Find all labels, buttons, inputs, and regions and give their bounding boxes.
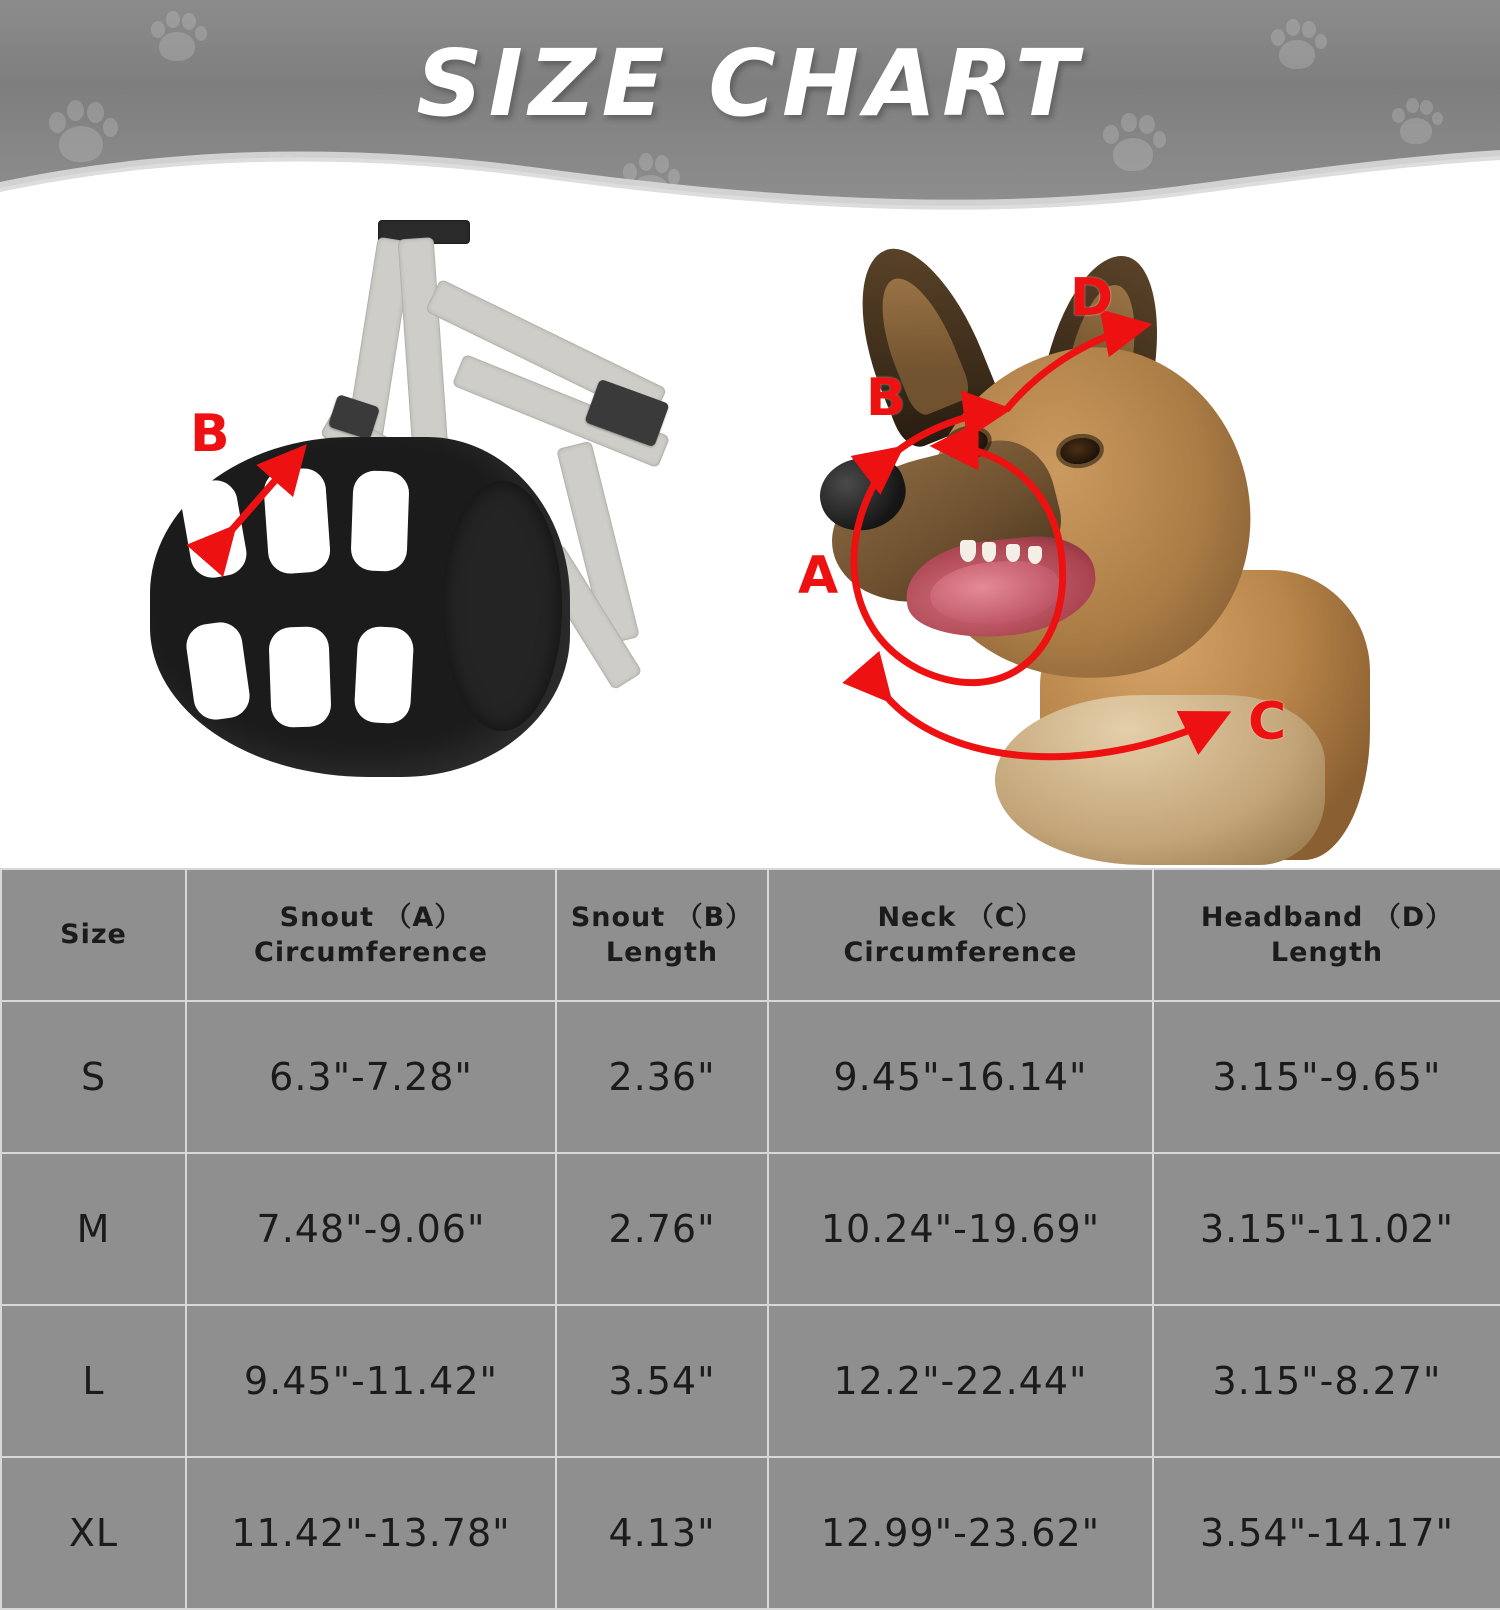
marker-d-dog: D	[1070, 268, 1114, 328]
cell-snout-length: 4.13"	[556, 1457, 768, 1609]
marker-a-dog: A	[798, 546, 839, 606]
marker-b-product: B	[190, 404, 230, 464]
column-header-line2: Length	[605, 937, 719, 968]
dog-photo	[810, 240, 1370, 840]
marker-c-dog: C	[1248, 692, 1287, 752]
cell-headband-length: 3.15"-9.65"	[1153, 1001, 1500, 1153]
page-title: SIZE CHART	[416, 30, 1084, 137]
column-header-snout-length	[556, 869, 768, 1001]
header-wave-divider	[0, 142, 1500, 212]
header-banner	[0, 0, 1500, 212]
muzzle-basket	[150, 437, 570, 777]
column-header-line2: Length	[1270, 937, 1384, 968]
cell-headband-length: 3.15"-8.27"	[1153, 1305, 1500, 1457]
table-row	[1, 1001, 1500, 1153]
column-header-headband-length	[1153, 869, 1500, 1001]
cell-snout-circumference: 7.48"-9.06"	[186, 1153, 556, 1305]
cell-snout-length: 3.54"	[556, 1305, 768, 1457]
marker-b-dog: B	[866, 368, 906, 428]
column-header-line1: Size	[60, 919, 127, 951]
column-header-line2: Circumference	[843, 937, 1078, 968]
cell-snout-circumference: 6.3"-7.28"	[186, 1001, 556, 1153]
cell-snout-length: 2.36"	[556, 1001, 768, 1153]
column-header-neck-circumference	[768, 869, 1153, 1001]
cell-size: M	[1, 1153, 186, 1305]
product-illustration	[120, 212, 740, 832]
column-header-line1: Snout （B）	[570, 901, 754, 933]
column-header-line2: Circumference	[254, 937, 488, 968]
cell-neck-circumference: 10.24"-19.69"	[768, 1153, 1153, 1305]
dog-illustration	[770, 230, 1410, 850]
cell-headband-length: 3.54"-14.17"	[1153, 1457, 1500, 1609]
cell-snout-length: 2.76"	[556, 1153, 768, 1305]
table-row	[1, 1457, 1500, 1609]
cell-size: XL	[1, 1457, 186, 1609]
table-row	[1, 1305, 1500, 1457]
cell-neck-circumference: 12.99"-23.62"	[768, 1457, 1153, 1609]
illustration-panel	[0, 212, 1500, 867]
size-chart-table-wrapper	[0, 868, 1500, 1610]
cell-size: L	[1, 1305, 186, 1457]
table-header-row	[1, 869, 1500, 1001]
column-header-line1: Neck （C）	[877, 901, 1044, 933]
column-header-line1: Headband （D）	[1200, 901, 1454, 933]
column-header-line1: Snout （A）	[279, 901, 463, 933]
cell-snout-circumference: 9.45"-11.42"	[186, 1305, 556, 1457]
cell-neck-circumference: 9.45"-16.14"	[768, 1001, 1153, 1153]
column-header-size	[1, 869, 186, 1001]
cell-snout-circumference: 11.42"-13.78"	[186, 1457, 556, 1609]
size-chart-table	[0, 868, 1500, 1610]
cell-size: S	[1, 1001, 186, 1153]
cell-headband-length: 3.15"-11.02"	[1153, 1153, 1500, 1305]
column-header-snout-circumference	[186, 869, 556, 1001]
cell-neck-circumference: 12.2"-22.44"	[768, 1305, 1153, 1457]
table-row	[1, 1153, 1500, 1305]
